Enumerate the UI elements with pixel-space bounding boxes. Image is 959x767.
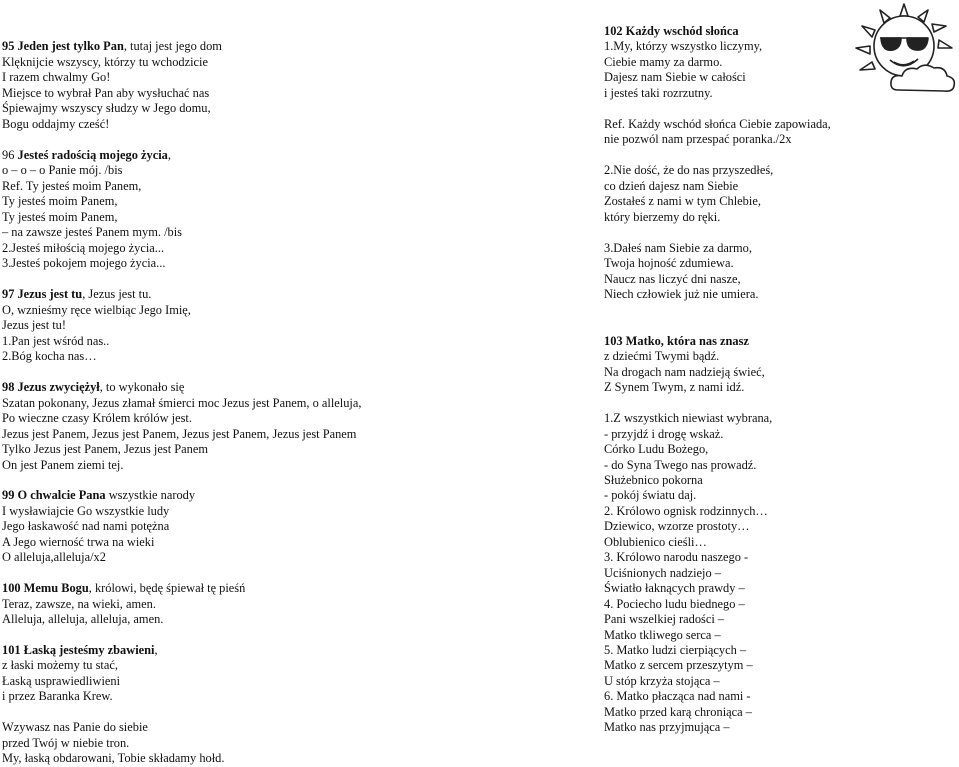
- line-rest: ,: [154, 643, 158, 657]
- song-line: [2, 396, 361, 412]
- song-line: [2, 303, 191, 319]
- song-line: [2, 504, 169, 520]
- song-line: [2, 427, 356, 443]
- song-title: Jesteś radością mojego życia: [17, 148, 168, 162]
- song-line: [604, 55, 722, 71]
- line-text: Ref. Każdy wschód słońca Ciebie zapowiada,: [604, 117, 831, 131]
- song-line: [2, 519, 169, 535]
- song-line: [604, 628, 721, 644]
- line-text: Pani wszelkiej radości –: [604, 612, 725, 626]
- song-line: [2, 581, 245, 597]
- song-line: [2, 658, 118, 674]
- song-line: [2, 411, 192, 427]
- song-line: [2, 287, 151, 303]
- song-line: [2, 751, 224, 767]
- song-line: [604, 287, 758, 303]
- line-text: Szatan pokonany, Jezus złamał śmierci moc Jezus jest Panem, o alleluja,: [2, 396, 362, 410]
- line-text: Z Synem Twym, z nami idź.: [604, 380, 745, 394]
- song-line: [2, 334, 109, 350]
- line-text: Matko z sercem przeszytym –: [604, 658, 753, 672]
- song-line: [2, 86, 209, 102]
- song-line: [604, 39, 762, 55]
- line-text: 1.Z wszystkich niewiast wybrana,: [604, 411, 773, 425]
- line-rest: , to wykonało się: [99, 380, 185, 394]
- song-line: [2, 241, 164, 257]
- line-text: Światło łaknących prawdy –: [604, 581, 745, 595]
- line-text: co dzień dajesz nam Siebie: [604, 179, 739, 193]
- line-text: Matko nas przyjmująca –: [604, 720, 730, 734]
- song-line: [604, 86, 713, 102]
- song-line: [604, 504, 768, 520]
- song-line: [2, 55, 208, 71]
- song-line: [2, 101, 211, 117]
- song-line: [604, 581, 745, 597]
- song-line: [2, 597, 156, 613]
- song-line: [604, 411, 772, 427]
- line-text: i jesteś taki rozrzutny.: [604, 86, 713, 100]
- line-text: Ty jesteś moim Panem,: [2, 194, 118, 208]
- song-line: [2, 225, 182, 241]
- line-text: Jezus jest tu!: [2, 318, 67, 332]
- line-text: 1.My, którzy wszystko liczymy,: [604, 39, 763, 53]
- song-title: 97 Jezus jest tu: [2, 287, 83, 301]
- line-rest: ,: [167, 148, 171, 162]
- song-title: 101 Łaską jesteśmy zbawieni: [2, 643, 155, 657]
- line-text: 3. Królowo narodu naszego -: [604, 550, 749, 564]
- song-line: [604, 488, 696, 504]
- song-line: [2, 163, 122, 179]
- song-line: [604, 70, 746, 86]
- line-text: Ciebie mamy za darmo.: [604, 55, 723, 69]
- song-line: [2, 535, 154, 551]
- line-prefix: 96: [2, 148, 18, 162]
- song-title: 98 Jezus zwyciężył: [2, 380, 100, 394]
- line-text: 2.Bóg kocha nas…: [2, 349, 97, 363]
- line-rest: , królowi, będę śpiewał tę pieśń: [88, 581, 246, 595]
- line-text: Służebnico pokorna: [604, 473, 703, 487]
- song-line: [604, 612, 724, 628]
- line-text: 2.Jesteś miłością mojego życia...: [2, 241, 165, 255]
- line-text: - przyjdź i drogę wskaż.: [604, 427, 724, 441]
- song-line: [604, 473, 703, 489]
- line-text: Dajesz nam Siebie w całości: [604, 70, 746, 84]
- song-line: [2, 612, 163, 628]
- song-line: [2, 643, 158, 659]
- song-line: [604, 427, 723, 443]
- song-line: [2, 39, 222, 55]
- line-text: Ty jesteś moim Panem,: [2, 210, 118, 224]
- song-line: [2, 70, 110, 86]
- line-text: - pokój światu daj.: [604, 488, 697, 502]
- song-line: [604, 241, 752, 257]
- song-line: [2, 318, 66, 334]
- song-title: 102 Każdy wschód słońca: [604, 24, 739, 38]
- song-line: [604, 272, 741, 288]
- line-text: który bierzemy do ręki.: [604, 210, 721, 224]
- song-line: [2, 210, 117, 226]
- line-text: Teraz, zawsze, na wieki, amen.: [2, 597, 156, 611]
- song-line: [604, 334, 749, 350]
- song-line: [604, 689, 751, 705]
- song-line: [604, 643, 746, 659]
- line-text: Ref. Ty jesteś moim Panem,: [2, 179, 142, 193]
- line-text: 6. Matko płacząca nad nami -: [604, 689, 751, 703]
- line-text: Zostałeś z nami w tym Chlebie,: [604, 194, 761, 208]
- line-text: o – o – o Panie mój. /bis: [2, 163, 123, 177]
- line-text: Córko Ludu Bożego,: [604, 442, 709, 456]
- song-title: 95 Jeden jest tylko Pan: [2, 39, 124, 53]
- line-text: Jezus jest Panem, Jezus jest Panem, Jezus jest Panem, Jezus jest Panem: [2, 427, 357, 441]
- line-text: I wysławiajcie Go wszystkie ludy: [2, 504, 170, 518]
- line-text: Po wieczne czasy Królem królów jest.: [2, 411, 192, 425]
- song-line: [2, 349, 97, 365]
- song-line: [604, 519, 750, 535]
- song-line: [604, 535, 707, 551]
- song-line: [2, 550, 106, 566]
- line-text: Alleluja, alleluja, alleluja, amen.: [2, 612, 164, 626]
- song-line: [604, 566, 721, 582]
- song-line: [604, 24, 739, 40]
- line-text: Śpiewajmy wszyscy słudzy w Jego domu,: [2, 101, 211, 115]
- line-text: O alleluja,alleluja/x2: [2, 550, 106, 564]
- song-line: [604, 194, 761, 210]
- song-line: [604, 163, 773, 179]
- song-line: [604, 458, 756, 474]
- song-line: [604, 674, 720, 690]
- song-line: [604, 365, 765, 381]
- song-line: [604, 442, 708, 458]
- line-text: Twoja hojność zdumiewa.: [604, 256, 734, 270]
- line-text: O, wznieśmy ręce wielbiąc Jego Imię,: [2, 303, 191, 317]
- line-text: U stóp krzyża stojąca –: [604, 674, 720, 688]
- line-text: Wzywasz nas Panie do siebie: [2, 720, 148, 734]
- line-text: 5. Matko ludzi cierpiących –: [604, 643, 747, 657]
- line-text: Matko przed karą chroniąca –: [604, 705, 752, 719]
- song-line: [604, 550, 748, 566]
- line-text: z łaski możemy tu stać,: [2, 658, 118, 672]
- sun-with-sunglasses-icon: [850, 2, 958, 94]
- line-text: Bogu oddajmy cześć!: [2, 117, 110, 131]
- line-text: Dziewico, wzorze prostoty…: [604, 519, 750, 533]
- line-text: Tylko Jezus jest Panem, Jezus jest Panem: [2, 442, 208, 456]
- song-line: [2, 117, 109, 133]
- song-line: [604, 720, 730, 736]
- line-text: 3.Jesteś pokojem mojego życia...: [2, 256, 166, 270]
- line-text: Oblubienico cieśli…: [604, 535, 707, 549]
- song-line: [2, 736, 129, 752]
- line-text: 2.Nie dość, że do nas przyszedłeś,: [604, 163, 774, 177]
- line-text: 3.Dałeś nam Siebie za darmo,: [604, 241, 752, 255]
- line-text: przed Twój w niebie tron.: [2, 736, 130, 750]
- song-line: [604, 349, 719, 365]
- line-text: – na zawsze jesteś Panem mym. /bis: [2, 225, 182, 239]
- line-text: i przez Baranka Krew.: [2, 689, 113, 703]
- line-text: Uciśnionych nadziejo –: [604, 566, 721, 580]
- song-line: [2, 380, 184, 396]
- song-line: [604, 658, 753, 674]
- line-text: 2. Królowo ognisk rodzinnych…: [604, 504, 768, 518]
- line-text: Matko tkliwego serca –: [604, 628, 721, 642]
- song-title: 103 Matko, która nas znasz: [604, 334, 749, 348]
- line-text: A Jego wierność trwa na wieki: [2, 535, 155, 549]
- song-line: [604, 256, 734, 272]
- song-line: [2, 442, 208, 458]
- line-text: Łaską usprawiedliwieni: [2, 674, 121, 688]
- song-line: [2, 458, 123, 474]
- line-text: My, łaską obdarowani, Tobie składamy hołd.: [2, 751, 225, 765]
- line-text: 4. Pociecho ludu biednego –: [604, 597, 745, 611]
- line-text: Miejsce to wybrał Pan aby wysłuchać nas: [2, 86, 210, 100]
- song-title: 99 O chwalcie Pana: [2, 488, 106, 502]
- song-line: [604, 210, 720, 226]
- line-rest: , tutaj jest jego dom: [123, 39, 222, 53]
- line-text: - do Syna Twego nas prowadź.: [604, 458, 757, 472]
- line-text: Jego łaskawość nad nami potężna: [2, 519, 170, 533]
- line-text: 1.Pan jest wśród nas..: [2, 334, 110, 348]
- song-line: [2, 488, 195, 504]
- song-line: [2, 179, 141, 195]
- song-line: [2, 256, 165, 272]
- line-text: Klęknijcie wszyscy, którzy tu wchodzicie: [2, 55, 208, 69]
- line-rest: wszystkie narody: [105, 488, 196, 502]
- song-line: [2, 148, 171, 164]
- song-line: [2, 720, 148, 736]
- song-line: [604, 117, 831, 133]
- line-rest: , Jezus jest tu.: [82, 287, 152, 301]
- line-text: Naucz nas liczyć dni nasze,: [604, 272, 741, 286]
- line-text: nie pozwól nam przespać poranka./2x: [604, 132, 792, 146]
- song-line: [604, 380, 744, 396]
- song-line: [604, 132, 792, 148]
- line-text: I razem chwalmy Go!: [2, 70, 111, 84]
- song-line: [604, 705, 752, 721]
- line-text: Na drogach nam nadzieją świeć,: [604, 365, 765, 379]
- line-text: z dziećmi Twymi bądź.: [604, 349, 720, 363]
- song-line: [604, 179, 738, 195]
- song-line: [604, 597, 745, 613]
- line-text: On jest Panem ziemi tej.: [2, 458, 124, 472]
- song-line: [2, 194, 117, 210]
- song-title: 100 Memu Bogu: [2, 581, 89, 595]
- song-line: [2, 689, 113, 705]
- song-line: [2, 674, 120, 690]
- line-text: Niech człowiek już nie umiera.: [604, 287, 759, 301]
